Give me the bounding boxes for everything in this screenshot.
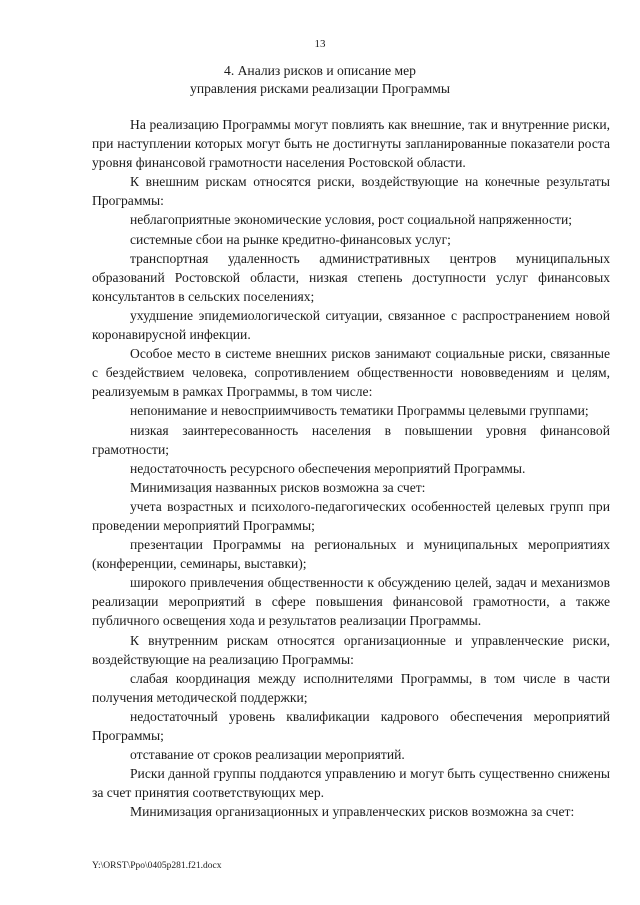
paragraph: системные сбои на рынке кредитно-финансовых услуг; [130,231,451,247]
paragraph: Минимизация организационных и управленческих рисков возможна за счет: [130,804,575,820]
page-number: 13 [314,38,326,50]
section-heading [0,62,640,98]
paragraph: слабая координация между исполнителями Программы, в том числе в части получения методической поддержки; [92,670,610,705]
paragraph: учета возрастных и психолого-педагогических особенностей целевых групп при проведении мероприятий Программы; [92,498,610,533]
section-heading-line-1: 4. Анализ рисков и описание мер [224,63,416,78]
footer-file-path: Y:\ORST\Ppo\0405p281.f21.docx [92,861,222,871]
section-heading-line-2: управления рисками реализации Программы [190,81,450,96]
body-text [92,115,610,821]
paragraph: ухудшение эпидемиологической ситуации, связанное с распространением новой коронавирусной инфекции. [92,307,610,343]
paragraph: низкая заинтересованность населения в повышении уровня финансовой грамотности; [92,422,610,457]
paragraph: недостаточность ресурсного обеспечения мероприятий Программы. [130,460,526,476]
paragraph: презентации Программы на региональных и муниципальных мероприятиях (конференции, семинары, выставки); [92,537,610,572]
paragraph: недостаточный уровень квалификации кадрового обеспечения мероприятий Программы; [92,708,610,743]
paragraph: К внутренним рискам относятся организационные и управленческие риски, воздействующие на реализацию Программы: [92,632,610,667]
paragraph: Минимизация названных рисков возможна за счет: [130,479,426,495]
paragraph: К внешним рискам относятся риски, воздействующие на конечные результаты Программы: [92,174,610,209]
paragraph: непонимание и невосприимчивость тематики Программы целевыми группами; [130,403,589,419]
paragraph: Особое место в системе внешних рисков занимают социальные риски, связанные с бездействием человека, сопротивлением общественности нововведениям и целям, реализуемым в рамках Программы, в том числе: [92,346,610,400]
paragraph: Риски данной группы поддаются управлению и могут быть существенно снижены за счет принятия соответствующих мер. [92,766,610,801]
paragraph: неблагоприятные экономические условия, рост социальной напряженности; [130,212,573,228]
paragraph: широкого привлечения общественности к обсуждению целей, задач и механизмов реализации мероприятий в сфере повышения финансовой грамотности, а также публичного освещения хода и результатов реализации Программы. [92,575,610,629]
paragraph: На реализацию Программы могут повлиять как внешние, так и внутренние риски, при наступлении которых могут быть не достигнуты запланированные показатели роста уровня финансовой грамотности населения Ростовской области. [92,117,610,171]
paragraph: отставание от сроков реализации мероприятий. [130,747,405,763]
paragraph: транспортная удаленность административных центров муниципальных образований Ростовской области, низкая степень доступности услуг финансовых консультантов в сельских поселениях; [92,250,610,304]
